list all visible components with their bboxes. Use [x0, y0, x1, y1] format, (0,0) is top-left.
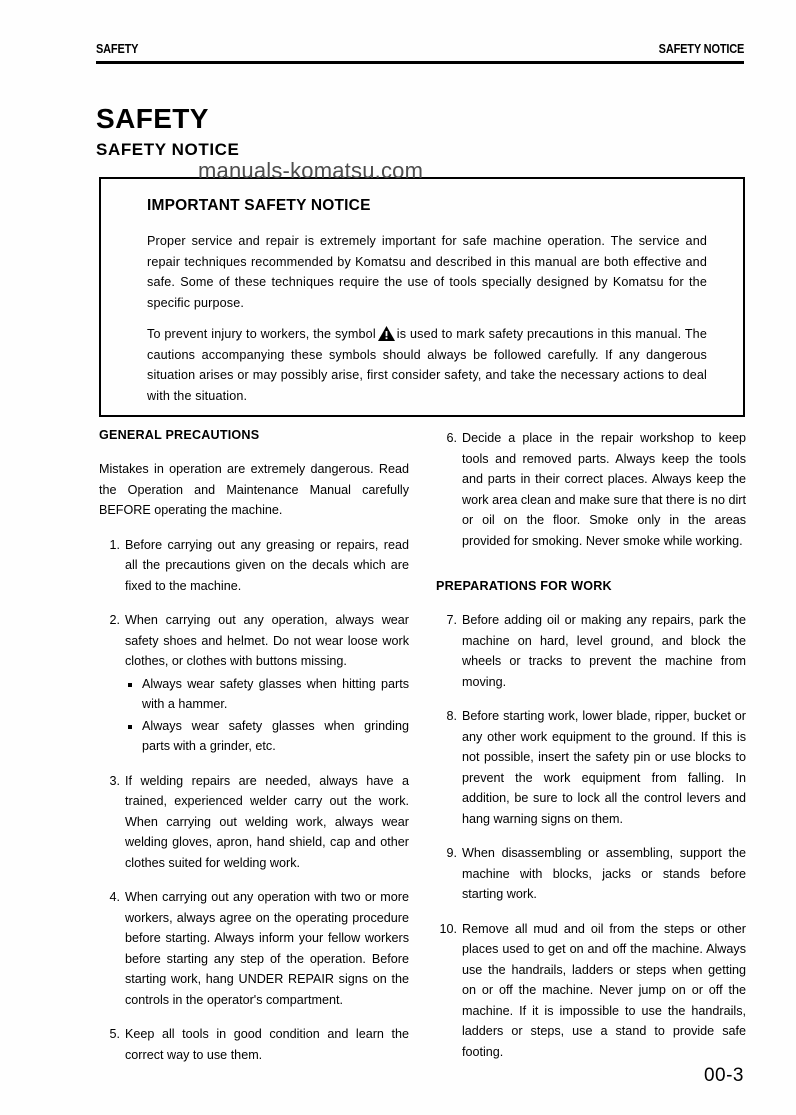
list-item-number: 1.	[109, 537, 120, 552]
list-item	[99, 535, 409, 597]
list-item	[99, 610, 409, 757]
list-item-number: 4.	[109, 890, 120, 904]
important-safety-notice-box	[99, 177, 745, 417]
list-item-number: 3.	[109, 773, 120, 788]
header-rule	[96, 61, 744, 64]
general-precautions-list-continued	[436, 428, 746, 551]
general-precautions-heading: GENERAL PRECAUTIONS	[99, 428, 260, 442]
list-item	[436, 610, 746, 692]
notice-heading: IMPORTANT SAFETY NOTICE	[147, 197, 371, 214]
list-item-text: If welding repairs are needed, always have a trained, experienced welder carry out the work. When carrying out welding work, always wear welding gloves, apron, hand shield, cap and other clothes suited for welding work.	[125, 773, 409, 870]
list-item-text: Decide a place in the repair workshop to keep tools and removed parts. Always keep the tools and parts in their correct places. Always keep the work area clean and make sure that there is no dirt or oil on the floor. Smoke only in the areas provided for smoking. Never smoke while working.	[462, 431, 746, 548]
general-precautions-intro: Mistakes in operation are extremely dangerous. Read the Operation and Maintenance Manual carefully BEFORE operating the machine.	[99, 462, 409, 517]
list-item-number: 2.	[109, 613, 120, 627]
notice-paragraph-2-tail: is used to mark safety precautions in this manual. The cautions accompanying these symbols should always be followed carefully. If any dangerous situation arises or may possibly arise, first consider safety, and take the necessary actions to deal with the situation.	[147, 327, 707, 403]
list-item-text: When carrying out any operation, always wear safety shoes and helmet. Do not wear loose work clothes, or clothes with buttons missing.	[125, 613, 409, 668]
list-item-text: When disassembling or assembling, support the machine with blocks, jacks or stands before starting work.	[462, 846, 746, 901]
page-number: 00-3	[703, 1065, 744, 1086]
left-column	[99, 428, 409, 1079]
list-item-number: 8.	[446, 709, 457, 723]
warning-triangle-icon	[378, 326, 395, 341]
list-item	[99, 771, 409, 874]
list-item: Always wear safety glasses when grinding parts with a grinder, etc.	[125, 716, 409, 757]
list-item-text: Before starting work, lower blade, ripper, bucket or any other work equipment to the ground. If this is not possible, insert the safety pin or use blocks to prevent the work equipment from falling. In addition, be sure to lock all the control levers and hang warning signs on them.	[462, 709, 746, 826]
list-item: Always wear safety glasses when hitting parts with a hammer.	[125, 674, 409, 715]
list-item-text: Before adding oil or making any repairs, park the machine on hard, level ground, and block the wheels or tracks to prevent the machine from moving.	[462, 613, 746, 689]
list-item-text: Remove all mud and oil from the steps or other places used to get on and off the machine. Always use the handrails, ladders or steps when getting on or off the machine. Never jump on or off the machine. If it is impossible to use the handrails, ladders or steps, use a stand to provide safe footing.	[462, 921, 746, 1059]
sub-bullet-list	[125, 674, 409, 757]
watermark: manuals-komatsu.com	[198, 158, 424, 183]
right-column	[436, 428, 746, 1076]
list-item-text: Before carrying out any greasing or repairs, read all the precautions given on the decals which are fixed to the machine.	[125, 537, 409, 593]
preparations-for-work-heading: PREPARATIONS FOR WORK	[436, 579, 612, 593]
list-item-text: Keep all tools in good condition and learn the correct way to use them.	[125, 1027, 409, 1062]
list-item-number: 6.	[446, 431, 457, 445]
preparations-for-work-list	[436, 610, 746, 1062]
running-header-right: SAFETY NOTICE	[658, 42, 744, 56]
page-subtitle: SAFETY NOTICE	[96, 140, 240, 159]
list-item-number: 5.	[109, 1027, 120, 1041]
list-item	[99, 887, 409, 1010]
list-item-text: When carrying out any operation with two or more workers, always agree on the operating procedure before starting. Always inform your fellow workers before starting any step of the operation. Before starting work, hang UNDER REPAIR signs on the controls in the operator's compartment.	[125, 890, 409, 1007]
list-item-number: 10.	[439, 921, 457, 936]
list-item-number: 9.	[446, 846, 457, 860]
list-item	[436, 428, 746, 551]
page-title: SAFETY	[96, 103, 209, 134]
notice-paragraph-2-lead: To prevent injury to workers, the symbol	[147, 327, 376, 341]
list-item	[436, 706, 746, 829]
list-item-number: 7.	[446, 613, 457, 627]
notice-paragraph-1: Proper service and repair is extremely important for safe machine operation. The service and repair techniques recommended by Komatsu and described in this manual are both effective and safe. Some of these techniques require the use of tools specially designed by Komatsu for the specific purpose.	[147, 234, 707, 310]
list-item	[99, 1024, 409, 1065]
general-precautions-list	[99, 535, 409, 1066]
list-item	[436, 919, 746, 1063]
running-header-left: SAFETY	[96, 42, 139, 56]
list-item	[436, 843, 746, 905]
notice-paragraph-2	[147, 324, 707, 406]
